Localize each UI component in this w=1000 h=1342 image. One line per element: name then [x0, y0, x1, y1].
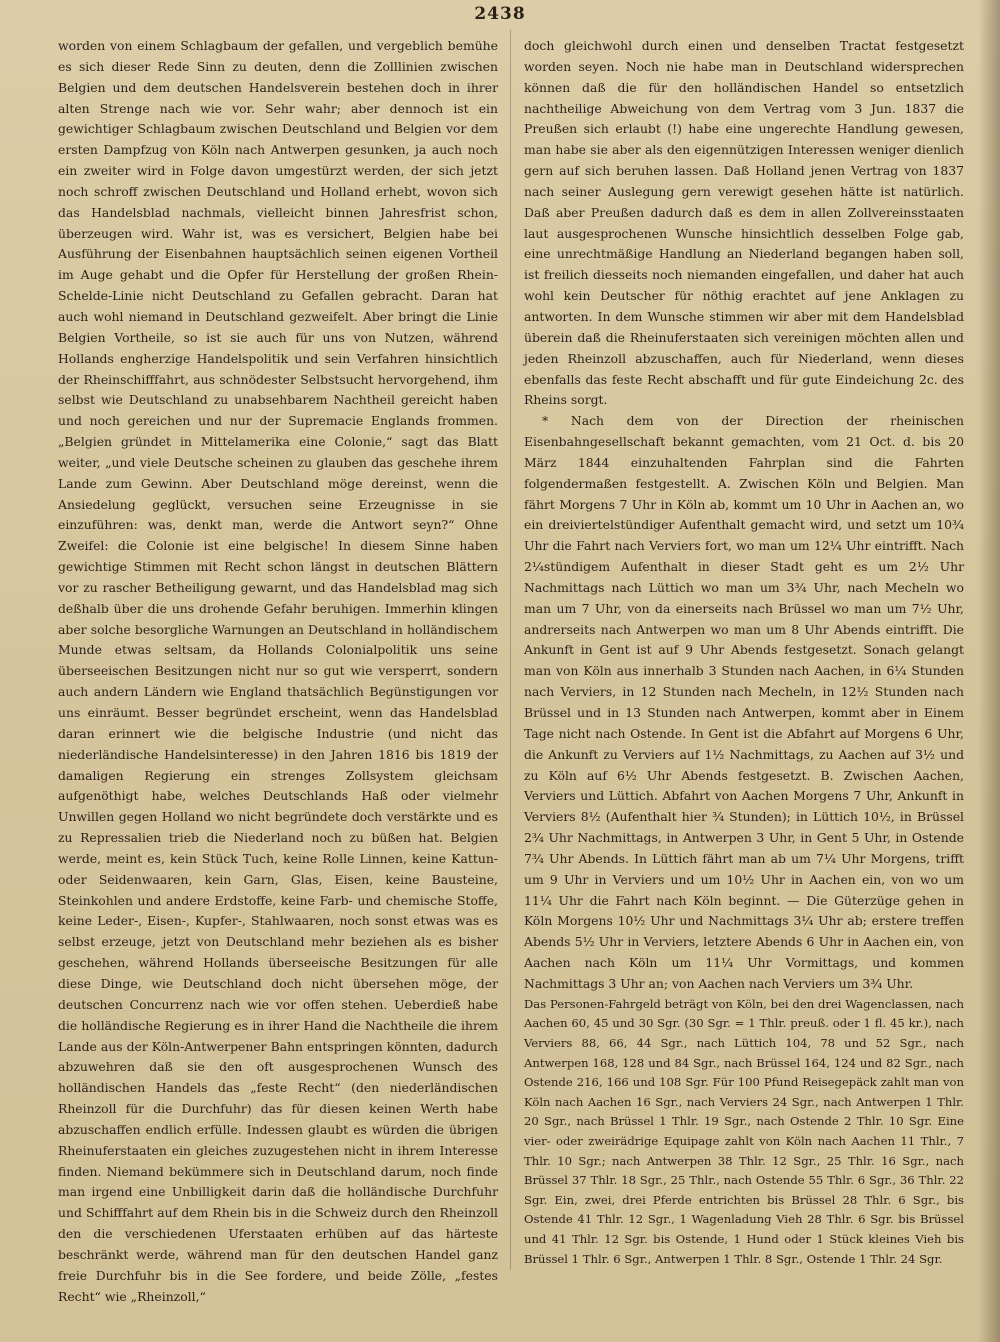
page-edge-shadow: [978, 0, 1000, 1342]
right-column: [524, 36, 964, 1269]
column-divider: [510, 30, 511, 1270]
page-number: 2438: [474, 4, 526, 24]
left-column: [58, 36, 498, 1307]
timetable-paragraph: * Nach dem von der Direction der rheinischen Eisenbahngesellschaft bekannt gemachten, vom 21 Oct. d. bis 20 März 1844 einzuhaltenden Fahrplan sind die Fahrten folgendermaßen festgestellt. A. Zwischen Köln und Belgien. Man fährt Morgens 7 Uhr in Köln ab, kommt um 10 Uhr in Aachen an, wo ein dreiviertelstündiger Aufenthalt gemacht wird, und setzt um 10¾ Uhr die Fahrt nach Verviers fort, wo man um 12¼ Uhr eintrifft. Nach 2¼stündigem Aufenthalt in dieser Stadt geht es um 2½ Uhr Nachmittags nach Lüttich wo man um 3¾ Uhr, nach Mecheln wo man um 7 Uhr, von da einerseits nach Brüssel wo man um 7½ Uhr, andrerseits nach Antwerpen wo man um 8 Uhr Abends eintrifft. Die Ankunft in Gent ist auf 9 Uhr Abends festgesetzt. Sonach gelangt man von Köln aus innerhalb 3 Stunden nach Aachen, in 6¼ Stunden nach Verviers, in 12 Stunden nach Mecheln, in 12½ Stunden nach Brüssel und in 13 Stunden nach Antwerpen, kommt aber in Einem Tage nicht nach Ostende. In Gent ist die Abfahrt auf Morgens 6 Uhr, die Ankunft zu Verviers auf 1½ Nachmittags, zu Aachen auf 3½ und zu Köln auf 6½ Uhr Abends festgesetzt. B. Zwischen Aachen, Verviers und Lüttich. Abfahrt von Aachen Morgens 7 Uhr, Ankunft in Verviers 8½ (Aufenthalt hier ¾ Stunden); in Lüttich 10½, in Brüssel 2¾ Uhr Nachmittags, in Antwerpen 3 Uhr, in Gent 5 Uhr, in Ostende 7¾ Uhr Abends. In Lüttich fährt man ab um 7¼ Uhr Morgens, trifft um 9 Uhr in Verviers und um 10½ Uhr in Aachen ein, von wo um 11¼ Uhr die Fahrt nach Köln beginnt. — Die Güterzüge gehen in Köln Morgens 10½ Uhr und Nachmittags 3¼ Uhr ab; erstere treffen Abends 5½ Uhr in Verviers, letztere Abends 6 Uhr in Aachen ein, von Aachen nach Köln um 11¼ Uhr Vormittags, und kommen Nachmittags 3 Uhr an; von Aachen nach Verviers um 3¾ Uhr.: [524, 413, 964, 991]
article-paragraph: worden von einem Schlagbaum der gefallen, und vergeblich bemühe es sich dieser Rede Sinn zu deuten, denn die Zolllinien zwischen Belgien und dem deutschen Handelsverein bestehen doch in ihrer alten Strenge nach wie vor. Sehr wahr; aber dennoch ist ein gewichtiger Schlagbaum zwischen Deutschland und Belgien vor dem ersten Dampfzug von Köln nach Antwerpen gesunken, ja auch noch ein zweiter wird in Folge davon umgestürzt werden, der sich jetzt noch schroff zwischen Deutschland und Holland erhebt, wovon sich das Handelsblad nachmals, vielleicht binnen Jahresfrist schon, überzeugen wird. Wahr ist, was es versichert, Belgien habe bei Ausführung der Eisenbahnen hauptsächlich seinen eigenen Vortheil im Auge gehabt und die Opfer für Herstellung der großen Rhein-Schelde-Linie nicht Deutschland zu Gefallen gebracht. Daran hat auch wohl niemand in Deutschland gezweifelt. Aber bringt die Linie Belgien Vortheile, so ist sie auch für uns von Nutzen, während Hollands engherzige Handelspolitik und sein Verfahren hinsichtlich der Rheinschifffahrt, aus schnödester Selbstsucht hervorgehend, ihm selbst wie Deutschland zu unabsehbarem Nachtheil gereicht haben und noch gereichen und nur der Supremacie Englands frommen. „Belgien gründet in Mittelamerika eine Colonie,“ sagt das Blatt weiter, „und viele Deutsche scheinen zu glauben das geschehe ihrem Lande zum Gewinn. Aber Deutschland möge dereinst, wenn die Ansiedelung geglückt, versuchen seine Erzeugnisse in sie einzuführen: was, denkt man, werde die Antwort seyn?“ Ohne Zweifel: die Colonie ist eine belgische! In diesem Sinne haben gewichtige Stimmen mit Recht schon längst in deutschen Blättern vor zu rascher Betheiligung gewarnt, und das Handelsblad mag sich deßhalb über die uns drohende Gefahr beruhigen. Immerhin klingen aber solche besorgliche Warnungen an Deutschland in holländischem Munde etwas seltsam, da Hollands Colonialpolitik uns seine überseeischen Besitzungen nicht nur so gut wie versperrt, sondern auch andern Ländern wie England thatsächlich Begünstigungen vor uns einräumt. Besser begründet erscheint, wenn das Handelsblad daran erinnert wie die belgische Industrie (und nicht das niederländische Handelsinteresse) in den Jahren 1816 bis 1819 der damaligen Regierung ein strenges Zollsystem gleichsam aufgenöthigt habe, welches Deutschlands Haß oder vielmehr Unwillen gegen Holland wo nicht begründete doch verstärkte und es zu Repressalien trieb die Niederland noch zu büßen hat. Belgien werde, meint es, kein Stück Tuch, keine Rolle Linnen, keine Kattun- oder Seidenwaaren, kein Garn, Glas, Eisen, keine Bausteine, Steinkohlen und andere Erdstoffe, keine Farb- und chemische Stoffe, keine Leder-, Eisen-, Kupfer-, Stahlwaaren, noch sonst etwas was es selbst erzeuge, jetzt von Deutschland mehr beziehen als es bisher geschehen, während Hollands überseeische Besitzungen für alle diese Dinge, wie Deutschland doch nicht übersehen möge, der deutschen Concurrenz nach wie vor offen stehen. Ueberdieß habe die holländische Regierung es in ihrer Hand die Nachtheile die ihrem Lande aus der Köln-Antwerpener Bahn entspringen könnten, dadurch abzuwehren daß sie den oft ausgesprochenen Wunsch des holländischen Handels das „feste Recht“ (den niederländischen Rheinzoll für die Durchfuhr) das für diesen keinen Werth habe abzuschaffen endlich erfülle. Indessen glaubt es würden die übrigen Rheinuferstaaten ein gleiches zuzugestehen nicht in ihrem Interesse finden. Niemand bekümmere sich in Deutschland darum, noch finde man irgend eine Unbilligkeit darin daß die holländische Durchfuhr und Schifffahrt auf dem Rhein bis in die Schweiz durch den Rheinzoll den die verschiedenen Uferstaaten erhüben auf das härteste beschränkt werde, während man für den deutschen Handel ganz freie Durchfuhr bis in die See fordere, und beide Zölle, „festes Recht“ wie „Rheinzoll,“: [58, 38, 498, 1304]
fares-paragraph: Das Personen-Fahrgeld beträgt von Köln, bei den drei Wagenclassen, nach Aachen 60, 45 und 30 Sgr. (30 Sgr. = 1 Thlr. preuß. oder 1 fl. 45 kr.), nach Verviers 88, 66, 44 Sgr., nach Lüttich 104, 78 und 52 Sgr., nach Antwerpen 168, 128 und 84 Sgr., nach Brüssel 164, 124 und 82 Sgr., nach Ostende 216, 166 und 108 Sgr. Für 100 Pfund Reisegepäck zahlt man von Köln nach Aachen 16 Sgr., nach Verviers 24 Sgr., nach Antwerpen 1 Thlr. 20 Sgr., nach Brüssel 1 Thlr. 19 Sgr., nach Ostende 2 Thlr. 10 Sgr. Eine vier- oder zweirädrige Equipage zahlt von Köln nach Aachen 11 Thlr., 7 Thlr. 10 Sgr.; nach Antwerpen 38 Thlr. 12 Sgr., 25 Thlr. 16 Sgr., nach Brüssel 37 Thlr. 18 Sgr., 25 Thlr., nach Ostende 55 Thlr. 6 Sgr., 36 Thlr. 22 Sgr. Ein, zwei, drei Pferde entrichten bis Brüssel 28 Thlr. 6 Sgr., bis Ostende 41 Thlr. 12 Sgr., 1 Wagenladung Vieh 28 Thlr. 6 Sgr. bis Brüssel und 41 Thlr. 12 Sgr. bis Ostende, 1 Hund oder 1 Stück kleines Vieh bis Brüssel 1 Thlr. 6 Sgr., Antwerpen 1 Thlr. 8 Sgr., Ostende 1 Thlr. 24 Sgr.: [524, 996, 964, 1266]
article-paragraph-continued: doch gleichwohl durch einen und denselben Tractat festgesetzt worden seyen. Noch nie habe man in Deutschland widersprechen können daß die für den holländischen Handel so entsetzlich nachtheilige Abweichung von dem Vertrag vom 3 Jun. 1837 die Preußen sich erlaubt (!) habe eine ungerechte Handlung gewesen, man habe sie aber als den eigennützigen Interessen weniger dienlich gern auf sich beruhen lassen. Daß Holland jenen Vertrag von 1837 nach seiner Auslegung gern verewigt gesehen hätte ist natürlich. Daß aber Preußen dadurch daß es dem in allen Zollvereinsstaaten laut ausgesprochenen Wunsche hinsichtlich desselben Folge gab, eine unrechtmäßige Handlung an Niederland begangen haben soll, ist freilich diesseits noch niemanden eingefallen, und daher hat auch wohl kein Deutscher für nöthig erachtet auf jene Anklagen zu antworten. In dem Wunsche stimmen wir aber mit dem Handelsblad überein daß die Rheinuferstaaten sich vereinigen möchten allen und jeden Rheinzoll abzuschaffen, auch für Niederland, wenn dieses ebenfalls das feste Recht abschafft und für gute Eindeichung 2c. des Rheins sorgt.: [524, 38, 964, 408]
